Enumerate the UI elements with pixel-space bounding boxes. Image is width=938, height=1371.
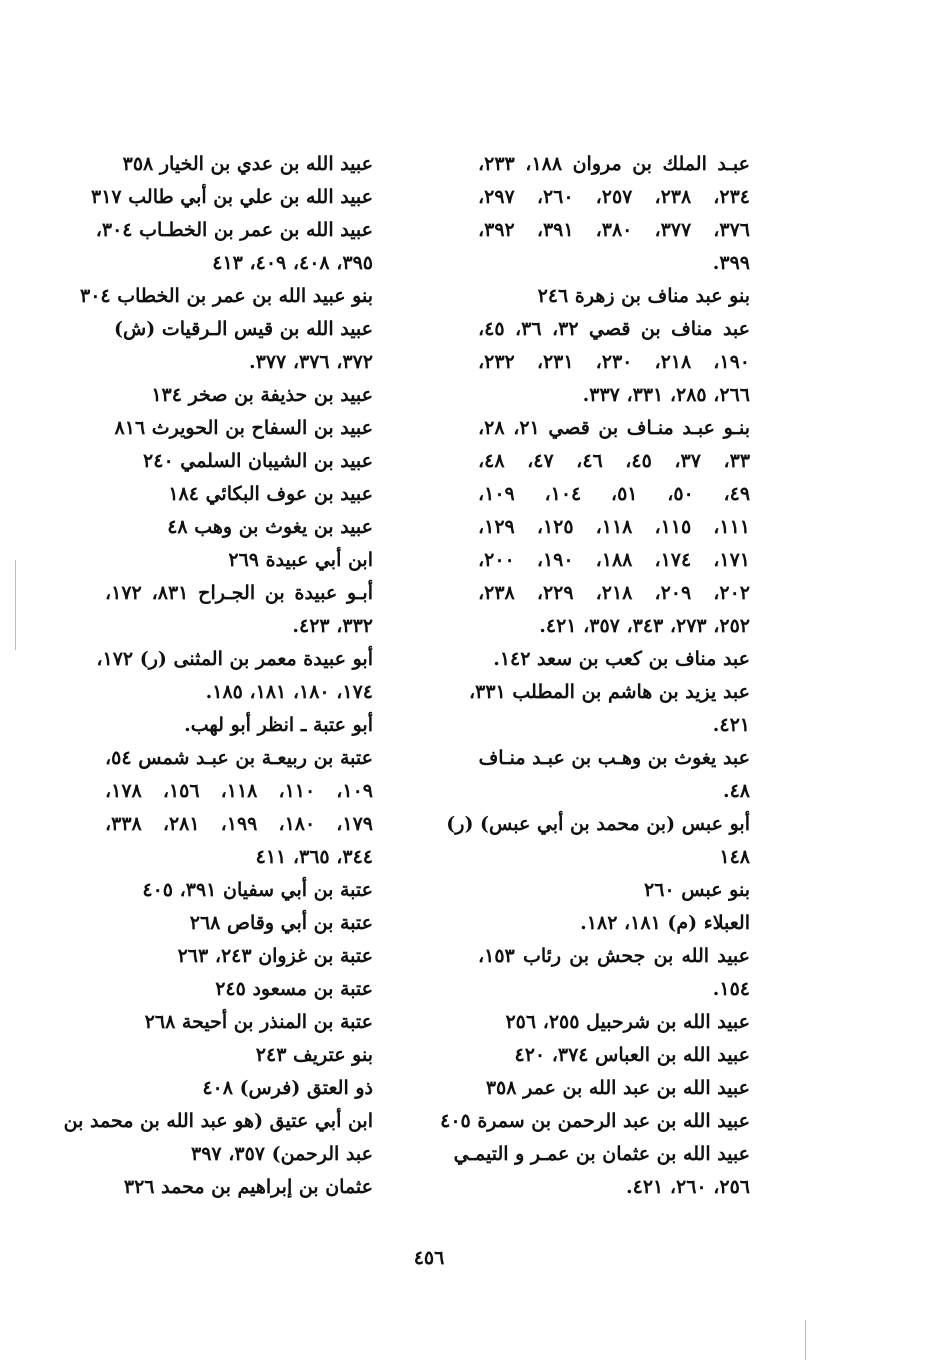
index-entry-line: ١٧٩، ١٨٠، ١٩٩، ٢٨١، ٣٣٨، <box>105 813 374 835</box>
index-entry-line: عبيد الله بن علي بن أبي طالب ٣١٧ <box>91 186 373 208</box>
index-entry-line: عبيد الله بن العباس ٣٧٤، ٤٢٠ <box>514 1044 750 1066</box>
index-entry-line: عبيد بن حذيفة بن صخر ١٣٤ <box>151 384 373 406</box>
index-entry-line: عبد يغوث بن وهـب بن عبـد منـاف <box>478 747 750 769</box>
index-entry-line: ٢٥٦، ٢٦٠، ٤٢١. <box>626 1176 750 1198</box>
index-entry-line: عتبة بن أبي سفيان ٣٩١، ٤٠٥ <box>142 879 373 901</box>
index-entry-line: عبيد الله بن عثمان بن عمـر و التيمـي <box>453 1143 750 1165</box>
index-entry-line: عبـد الملك بن مروان ١٨٨، ٢٣٣، <box>478 153 750 175</box>
index-entry-line: ٢٦٦، ٢٨٥، ٣٣١، ٣٣٧. <box>582 384 750 406</box>
index-entry-line: عبد يزيد بن هاشم بن المطلب ٣٣١، <box>469 681 750 703</box>
index-entry-line: بنو عبس ٢٦٠ <box>644 879 750 901</box>
index-entry-line: بنـو عبـد منـاف بن قصي ٢١، ٢٨، <box>478 417 750 439</box>
index-entry-line: ١٧١، ١٧٤، ١٨٨، ١٩٠، ٢٠٠، <box>478 549 751 571</box>
index-entry-line: ابن أبي عتيق (هو عبد الله بن محمد بن <box>63 1110 373 1132</box>
index-entry-line: عتبة بن ربيعـة بن عبـد شمس ٥٤، <box>105 747 373 769</box>
index-entry-line: ١٧٤، ١٨٠، ١٨١، ١٨٥. <box>205 681 373 703</box>
index-entry-line: بنو عبيد الله بن عمر بن الخطاب ٣٠٤ <box>80 285 373 307</box>
index-entry-line: ١٤٨ <box>719 846 750 868</box>
index-entry-line: ٣٩٩. <box>712 252 750 274</box>
index-entry-line: ٢٥٢، ٢٧٣، ٣٤٣، ٣٥٧، ٤٢١. <box>539 615 750 637</box>
index-entry-line: عبد مناف بن قصي ٣٢، ٣٦، ٤٥، <box>478 318 751 340</box>
index-entry-line: عبيد الله بن عبد الرحمن بن سمرة ٤٠٥ <box>440 1110 750 1132</box>
page-number: ٤٥٦ <box>413 1247 445 1269</box>
index-entry-line: عبيد الله بن شرحبيل ٢٥٥، ٢٥٦ <box>505 1011 750 1033</box>
index-entry-line: أبو عبيدة معمر بن المثنى (ر) ١٧٢، <box>96 648 373 670</box>
index-entry-line: ٣٩٥، ٤٠٨، ٤٠٩، ٤١٣ <box>212 252 373 274</box>
index-entry-line: عتبة بن أبي وقاص ٢٦٨ <box>189 912 373 934</box>
index-entry-line: ١٥٤. <box>712 978 750 1000</box>
index-entry-line: عبيد الله بن جحش بن رئاب ١٥٣، <box>478 945 750 967</box>
index-entry-line: ١٠٩، ١١٠، ١١٨، ١٥٦، ١٧٨، <box>105 780 374 802</box>
index-entry-line: عبيد بن يغوث بن وهب ٤٨ <box>167 516 373 538</box>
index-entry-line: ذو العتق (فرس) ٤٠٨ <box>202 1077 373 1099</box>
index-entry-line: ٣٧٢، ٣٧٦، ٣٧٧. <box>249 351 373 373</box>
index-entry-line: ٣٣، ٣٧، ٤٥، ٤٦، ٤٧، ٤٨، <box>478 450 751 472</box>
index-entry-line: أبـو عبيدة بن الجـراح ٨٣١، ١٧٢، <box>105 582 374 604</box>
index-entry-line: عبيد الله بن عدي بن الخيار ٣٥٨ <box>122 153 373 175</box>
index-column-right <box>440 148 751 1204</box>
index-entry-line: أبو عتبة ـ انظر أبو لهب. <box>184 714 373 736</box>
index-entry-line: عثمان بن إبراهيم بن محمد ٣٢٦ <box>123 1176 373 1198</box>
index-entry-line: ٣٤٤، ٣٦٥، ٤١١ <box>255 846 373 868</box>
index-entry-line: ٢٠٢، ٢٠٩، ٢١٨، ٢٢٩، ٢٣٨، <box>478 582 751 604</box>
index-column-left <box>63 148 374 1204</box>
index-entry-line: ٤٩، ٥٠، ٥١، ١٠٤، ١٠٩، <box>478 483 751 505</box>
index-entry-line: أبو عبس (بن محمد بن أبي عبس) (ر) <box>446 813 750 835</box>
index-entry-line: ابن أبي عبيدة ٢٦٩ <box>228 549 373 571</box>
index-entry-line: عبد مناف بن كعب بن سعد ١٤٢. <box>493 648 750 670</box>
index-entry-line: العبلاء (م) ١٨١، ١٨٢. <box>580 912 750 934</box>
index-entry-line: ١٩٠، ٢١٨، ٢٣٠، ٢٣١، ٢٣٢، <box>478 351 751 373</box>
scan-edge-mark <box>15 560 16 650</box>
index-entry-line: عبيد الله بن قيس الـرقيات (ش) <box>114 318 373 340</box>
index-entry-line: بنو عبد مناف بن زهرة ٢٤٦ <box>537 285 750 307</box>
index-entry-line: عبد الرحمن) ٣٥٧، ٣٩٧ <box>190 1143 373 1165</box>
index-entry-line: ١١١، ١١٥، ١١٨، ١٢٥، ١٢٩، <box>478 516 751 538</box>
index-entry-line: ٤٨. <box>722 780 750 802</box>
index-entry-line: عتبة بن المنذر بن أحيحة ٢٦٨ <box>144 1011 373 1033</box>
index-entry-line: بنو عتريف ٢٤٣ <box>255 1044 373 1066</box>
scan-edge-mark <box>805 1320 806 1360</box>
index-entry-line: عتبة بن مسعود ٢٤٥ <box>215 978 373 1000</box>
index-entry-line: ٤٢١. <box>712 714 750 736</box>
index-entry-line: عبيد الله بن عبد الله بن عمر ٣٥٨ <box>485 1077 750 1099</box>
index-entry-line: ٣٣٢، ٤٢٣. <box>292 615 373 637</box>
index-entry-line: ٣٧٦، ٣٧٧، ٣٨٠، ٣٩١، ٣٩٢، <box>478 219 751 241</box>
index-entry-line: عبيد بن الشيبان السلمي ٢٤٠ <box>143 450 373 472</box>
index-entry-line: عبيد بن السفاح بن الحويرث ٨١٦ <box>114 417 373 439</box>
index-entry-line: عبيد الله بن عمر بن الخطـاب ٣٠٤، <box>95 219 373 241</box>
index-entry-line: عبيد بن عوف البكائي ١٨٤ <box>168 483 373 505</box>
index-entry-line: عتبة بن غزوان ٢٤٣، ٢٦٣ <box>177 945 373 967</box>
index-entry-line: ٢٣٤، ٢٣٨، ٢٥٧، ٢٦٠، ٢٩٧، <box>478 186 751 208</box>
